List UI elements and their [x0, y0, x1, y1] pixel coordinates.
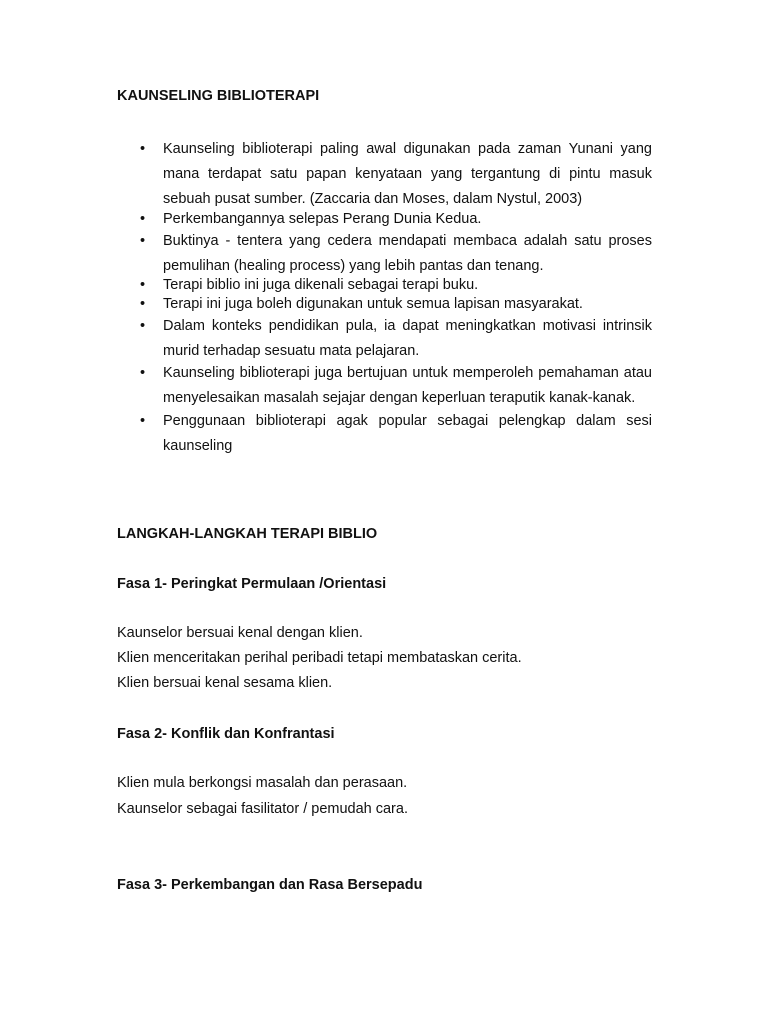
fasa1-heading: Fasa 1- Peringkat Permulaan /Orientasi [117, 576, 387, 592]
list-item-text: Penggunaan biblioterapi agak popular sebagai pelengkap dalam sesi kaunseling [163, 413, 652, 454]
list-item-text: Perkembangannya selepas Perang Dunia Kedua. [163, 211, 482, 227]
bullet-icon: • [140, 277, 146, 293]
bullet-list [117, 137, 652, 457]
fasa2-line: Klien mula berkongsi masalah dan perasaan. [117, 775, 408, 791]
fasa2-line: Kaunselor sebagai fasilitator / pemudah cara. [117, 801, 408, 817]
list-item [117, 314, 652, 364]
list-item [117, 361, 652, 411]
document-title: KAUNSELING BIBLIOTERAPI [117, 88, 320, 104]
list-item [117, 295, 652, 314]
list-item-text: Terapi ini juga boleh digunakan untuk semua lapisan masyarakat. [163, 296, 583, 312]
list-item-text: Terapi biblio ini juga dikenali sebagai terapi buku. [163, 277, 479, 293]
list-item [117, 409, 652, 459]
bullet-icon: • [140, 318, 146, 334]
bullet-icon: • [140, 296, 146, 312]
bullet-icon: • [140, 365, 146, 381]
bullet-icon: • [140, 233, 146, 249]
bullet-icon: • [140, 211, 146, 227]
list-item [117, 137, 652, 212]
fasa1-line: Klien menceritakan perihal peribadi tetapi membataskan cerita. [117, 650, 522, 666]
list-item-text: Dalam konteks pendidikan pula, ia dapat meningkatkan motivasi intrinsik murid terhadap sesuatu mata pelajaran. [163, 318, 652, 359]
list-item-text: Buktinya - tentera yang cedera mendapati membaca adalah satu proses pemulihan (healing process) yang lebih pantas dan tenang. [163, 233, 652, 274]
list-item [117, 210, 652, 229]
section-heading-langkah: LANGKAH-LANGKAH TERAPI BIBLIO [117, 526, 378, 542]
list-item-text: Kaunseling biblioterapi juga bertujuan untuk memperoleh pemahaman atau menyelesaikan masalah sejajar dengan keperluan teraputik kanak-kanak. [163, 365, 652, 406]
list-item-text: Kaunseling biblioterapi paling awal digunakan pada zaman Yunani yang mana terdapat satu papan kenyataan yang tergantung di pintu masuk sebuah pusat sumber. (Zaccaria dan Moses, dalam Nystul, 2003) [163, 141, 652, 207]
bullet-icon: • [140, 413, 146, 429]
list-item [117, 229, 652, 279]
fasa2-heading: Fasa 2- Konflik dan Konfrantasi [117, 726, 335, 742]
bullet-icon: • [140, 141, 146, 157]
list-item [117, 276, 652, 295]
fasa3-heading: Fasa 3- Perkembangan dan Rasa Bersepadu [117, 877, 423, 893]
fasa1-line: Klien bersuai kenal sesama klien. [117, 675, 333, 691]
fasa1-line: Kaunselor bersuai kenal dengan klien. [117, 625, 363, 641]
